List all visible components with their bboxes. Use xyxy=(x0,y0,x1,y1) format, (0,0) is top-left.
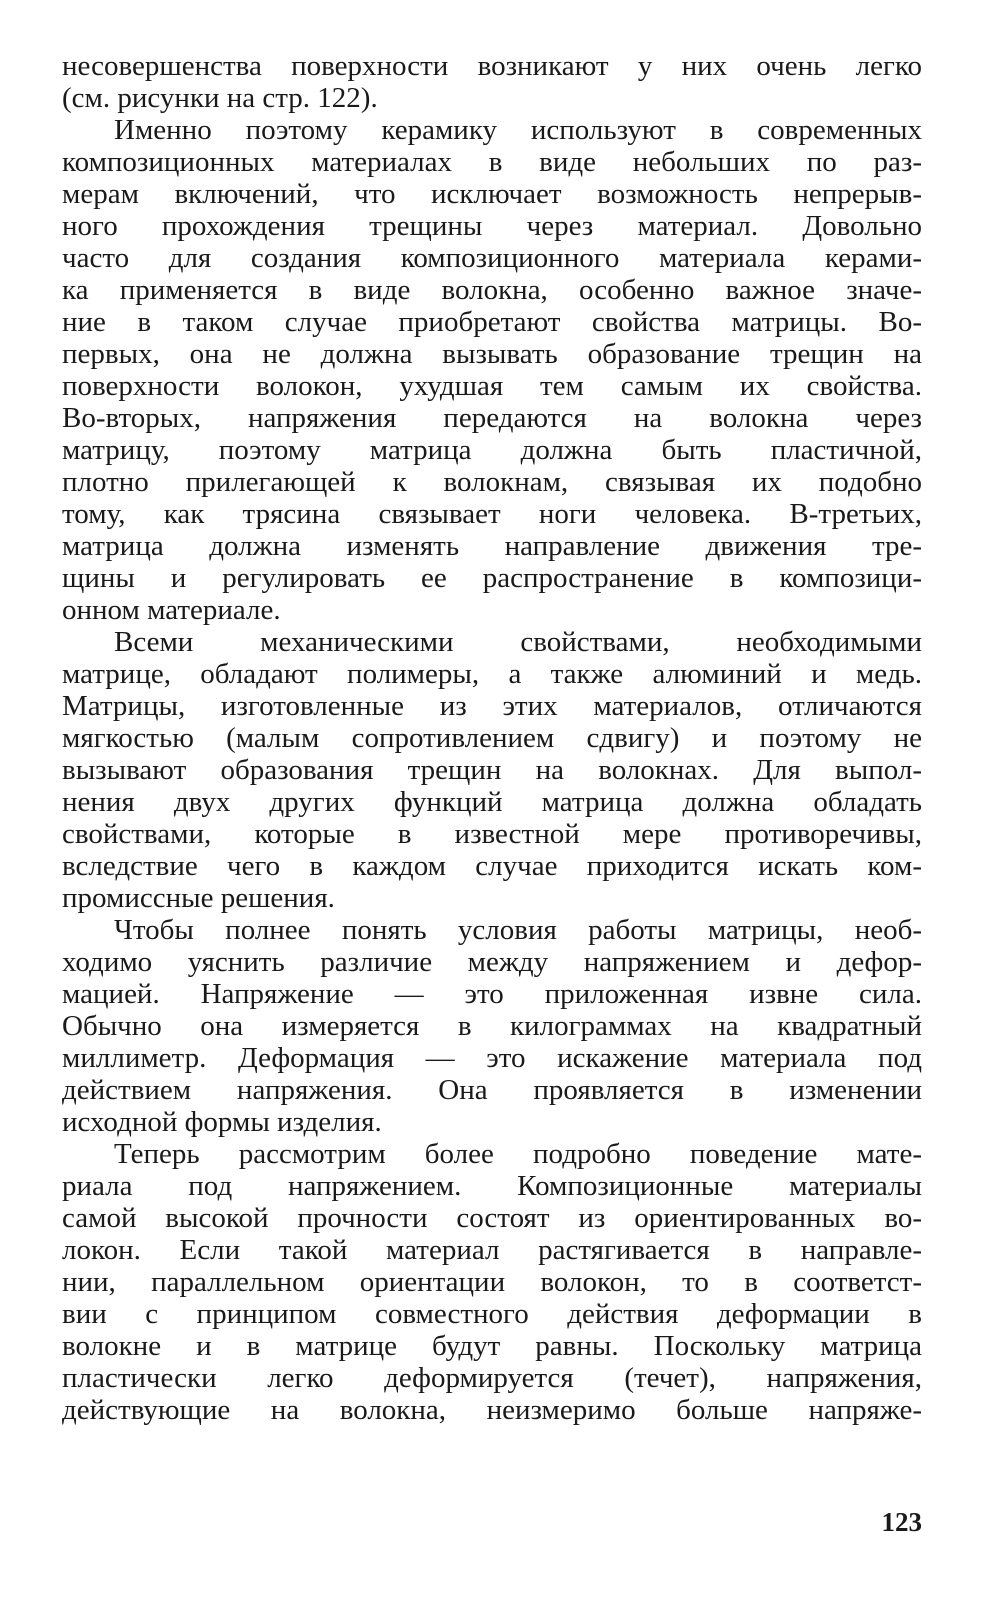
text-line: матрице, обладают полимеры, а также алюминий и медь. xyxy=(62,658,922,690)
text-line: ка применяется в виде волокна, особенно важное значе- xyxy=(62,274,922,306)
text-line: исходной формы изделия. xyxy=(62,1106,382,1138)
text-line: вследствие чего в каждом случае приходится искать ком- xyxy=(62,850,922,882)
text-line: композиционных материалах в виде небольших по раз- xyxy=(62,146,922,178)
text-line: плотно прилегающей к волокнам, связывая их подобно xyxy=(62,466,922,498)
text-line: ние в таком случае приобретают свойства матрицы. Во- xyxy=(62,306,922,338)
text-line: действующие на волокна, неизмеримо больше напряже- xyxy=(62,1394,922,1426)
text-line: вии с принципом совместного действия деформации в xyxy=(62,1298,922,1330)
text-line: мацией. Напряжение — это приложенная извне сила. xyxy=(62,978,922,1010)
text-line: Матрицы, изготовленные из этих материалов, отличаются xyxy=(62,690,922,722)
text-line: свойствами, которые в известной мере противоречивы, xyxy=(62,818,922,850)
text-line: пластически легко деформируется (течет), напряжения, xyxy=(62,1362,922,1394)
text-line: матрицу, поэтому матрица должна быть пластичной, xyxy=(62,434,922,466)
text-line: Чтобы полнее понять условия работы матрицы, необ- xyxy=(114,914,922,946)
text-line: часто для создания композиционного материала керами- xyxy=(62,242,922,274)
page-number: 123 xyxy=(881,1507,922,1537)
text-line: самой высокой прочности состоят из ориентированных во- xyxy=(62,1202,922,1234)
text-line: ного прохождения трещины через материал. Довольно xyxy=(62,210,922,242)
text-line: щины и регулировать ее распространение в композици- xyxy=(62,562,922,594)
text-line: локон. Если такой материал растягивается в направле- xyxy=(62,1234,922,1266)
text-line: мягкостью (малым сопротивлением сдвигу) и поэтому не xyxy=(62,722,922,754)
text-line: тому, как трясина связывает ноги человека. В-третьих, xyxy=(62,498,922,530)
text-line: волокне и в матрице будут равны. Поскольку матрица xyxy=(62,1330,922,1362)
text-line: мерам включений, что исключает возможность непрерыв- xyxy=(62,178,922,210)
text-line: нения двух других функций матрица должна обладать xyxy=(62,786,922,818)
text-line: вызывают образования трещин на волокнах. Для выпол- xyxy=(62,754,922,786)
text-line: действием напряжения. Она проявляется в изменении xyxy=(62,1074,922,1106)
text-line: (см. рисунки на стр. 122). xyxy=(62,82,378,114)
page-body xyxy=(62,50,922,1426)
text-line: несовершенства поверхности возникают у них очень легко xyxy=(62,50,922,82)
text-line: матрица должна изменять направление движения тре- xyxy=(62,530,922,562)
text-line: Обычно она измеряется в килограммах на квадратный xyxy=(62,1010,922,1042)
text-line: поверхности волокон, ухудшая тем самым их свойства. xyxy=(62,370,922,402)
text-line: первых, она не должна вызывать образование трещин на xyxy=(62,338,922,370)
text-line: Всеми механическими свойствами, необходимыми xyxy=(114,626,922,658)
text-line: Во-вторых, напряжения передаются на волокна через xyxy=(62,402,922,434)
text-line: риала под напряжением. Композиционные материалы xyxy=(62,1170,922,1202)
text-line: промиссные решения. xyxy=(62,882,335,914)
text-line: онном материале. xyxy=(62,594,281,626)
text-line: миллиметр. Деформация — это искажение материала под xyxy=(62,1042,922,1074)
text-line: нии, параллельном ориентации волокон, то в соответст- xyxy=(62,1266,922,1298)
text-line: ходимо уяснить различие между напряжением и дефор- xyxy=(62,946,922,978)
text-line: Именно поэтому керамику используют в современных xyxy=(114,114,922,146)
text-line: Теперь рассмотрим более подробно поведение мате- xyxy=(114,1138,922,1170)
